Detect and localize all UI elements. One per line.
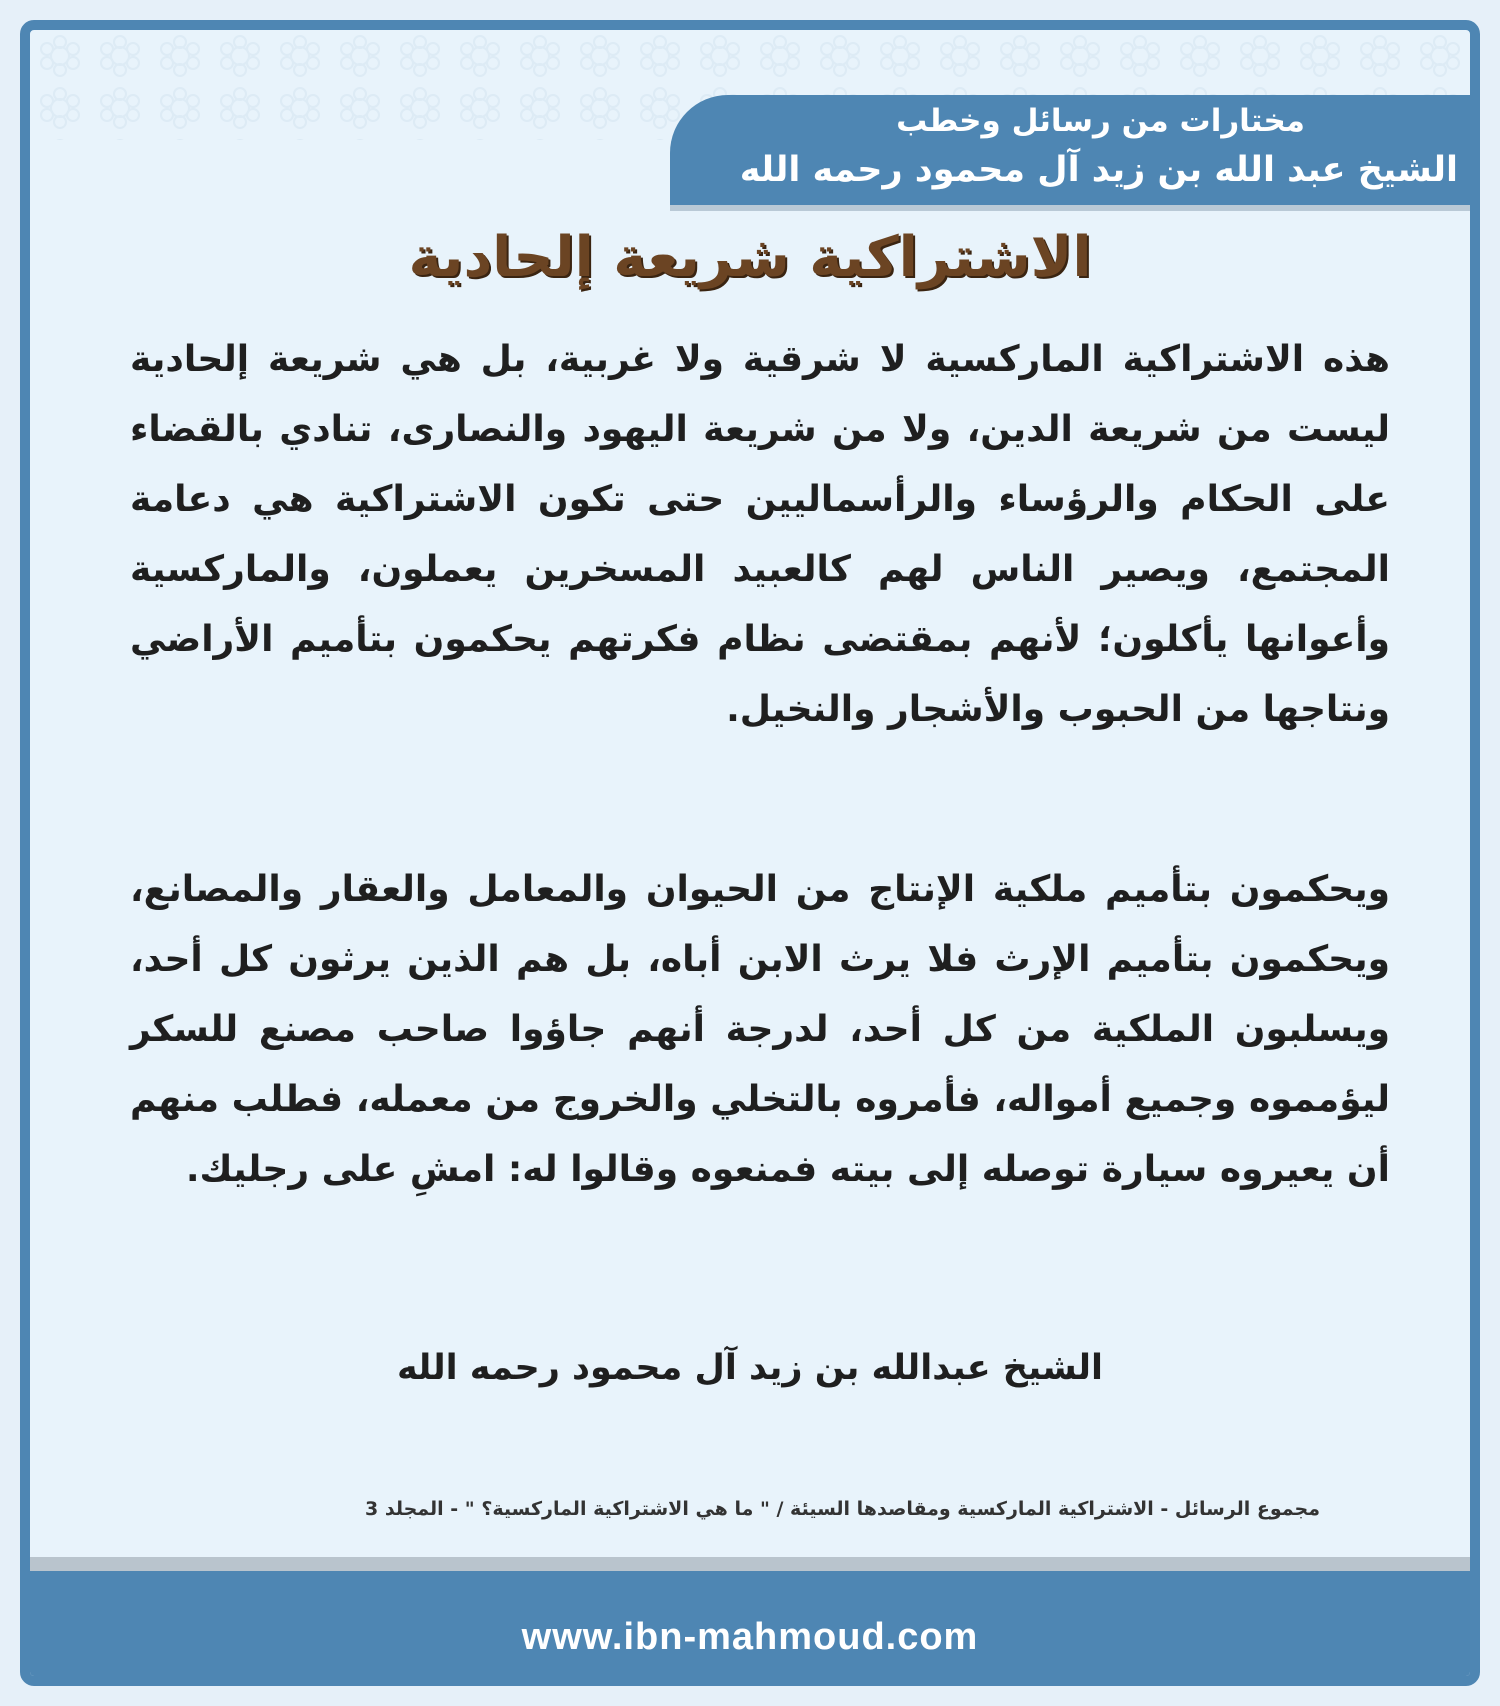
card-frame [20,20,1480,1686]
website-link[interactable]: www.ibn-mahmoud.com [521,1616,979,1658]
paragraph-1: هذه الاشتراكية الماركسية لا شرقية ولا غربية، بل هي شريعة إلحادية ليست من شريعة الدين، ولا من شريعة اليهود والنصارى، تنادي بالقضاء على الحكام والرؤساء والرأسماليين حتى تكون الاشتراكية هي دعامة المجتمع، ويصير الناس لهم كالعبيد المسخرين يعملون، والماركسية وأعوانها يأكلون؛ لأنهم بمقتضى نظام فكرتهم يحكمون بتأميم الأراضي ونتاجها من الحبوب والأشجار والنخيل. [130,339,1390,730]
header-subtitle: مختارات من رسائل وخطب [896,103,1305,139]
header-banner [670,95,1470,205]
header-author: الشيخ عبد الله بن زيد آل محمود رحمه الله [739,150,1458,190]
footer-bar [30,1571,1470,1676]
source-citation: مجموع الرسائل - الاشتراكية الماركسية ومقاصدها السيئة / " ما هي الاشتراكية الماركسية؟ " - المجلد 3 [365,1498,1320,1520]
signature: الشيخ عبدالله بن زيد آل محمود رحمه الله [396,1348,1104,1388]
page-title: الاشتراكية شريعة إلحادية [408,225,1092,290]
footer-divider [30,1557,1470,1571]
paragraph-2: ويحكمون بتأميم ملكية الإنتاج من الحيوان والمعامل والعقار والمصانع، ويحكمون بتأميم الإرث فلا يرث الابن أباه، بل هم الذين يرثون كل أحد، ويسلبون الملكية من كل أحد، لدرجة أنهم جاؤوا صاحب مصنع للسكر ليؤمموه وجميع أمواله، فأمروه بالتخلي والخروج من معمله، فطلب منهم أن يعيروه سيارة توصله إلى بيته فمنعوه وقالوا له: امشِ على رجليك. [130,869,1390,1190]
